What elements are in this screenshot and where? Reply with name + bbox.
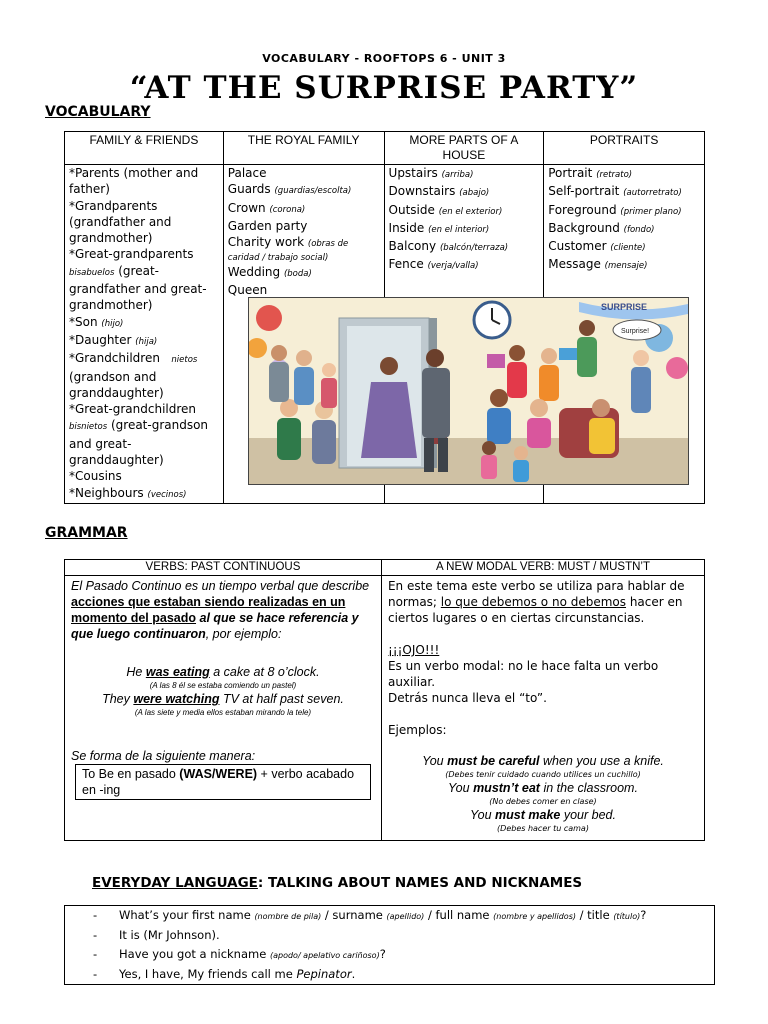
pc-example-1: He was eating a cake at 8 o’clock. — [126, 665, 320, 679]
page-title: “AT THE SURPRISE PARTY” — [129, 70, 639, 106]
pc-formula-box: To Be en pasado (WAS/WERE) + verbo acabado en -ing — [75, 764, 371, 800]
pc-intro: El Pasado Continuo es un tiempo verbal que describe acciones que estaban siendo realizadas en un momento del pasado al que se hace referencia y que luego continuaron, por ejemplo: — [71, 579, 370, 641]
party-scene — [249, 298, 688, 484]
phrase-answer: - It is (Mr Johnson). — [93, 927, 220, 942]
must-example-2-translation: (No debes comer en clase) — [489, 797, 597, 806]
must-ojo: ¡¡¡OJO!!! — [387, 643, 440, 657]
everyday-heading: EVERYDAY LANGUAGE: TALKING ABOUT NAMES AND NICKNAMES — [92, 875, 583, 891]
must-intro: En este tema este verbo se utiliza para hablar de normas; lo que debemos o no debemos hacer en ciertos lugares o en ciertas circunstancias. — [387, 579, 685, 625]
family-column: *Parents (mother and father) *Grandparents (grandfather and grandmother) *Great-grandparents bisabuelos (great- grandfather and great- grandmother) *Son (hijo) *Daughter (hija) *Grandchildren nietos (grandson and granddaughter) *Great-grandchildren bisnietos (great-grandson and great- granddaughter) *Cousins *Neighbours (vecinos) — [65, 165, 224, 504]
grammar-heading: GRAMMAR — [45, 525, 128, 541]
surprise-banner: SURPRISE — [601, 302, 648, 312]
must-example-1-translation: (Debes tenir cuidado cuando utilices un cuchillo) — [445, 770, 641, 779]
phrase-nickname-answer: - Yes, I have, My friends call me Pepinator. — [93, 966, 356, 981]
must-example-3-translation: (Debes hacer tu cama) — [497, 824, 589, 833]
must-example-2: You mustn’t eat in the classroom. — [448, 781, 638, 795]
pc-example-2: They were watching TV at half past seven. — [102, 692, 344, 706]
phrase-names: - What’s your first name (nombre de pila) / surname (apellido) / full name (nombre y apellidos) / title (título)? — [93, 908, 647, 922]
royal-column: Palace Guards (guardias/escolta) Crown (corona) Garden party Charity work (obras de caridad / trabajo social) Wedding (boda) Queen — [223, 165, 384, 504]
everyday-phrases — [64, 905, 715, 985]
must-cell — [381, 576, 704, 841]
surprise-speech-bubble: Surprise! — [621, 328, 650, 335]
col-header-portraits: PORTRAITS — [544, 132, 705, 165]
must-note-2: Detrás nunca lleva el “to”. — [387, 691, 547, 705]
grammar-col-header-past-continuous: VERBS: PAST CONTINUOUS — [65, 560, 382, 576]
must-note-1: Es un verbo modal: no le hace falta un verbo auxiliar. — [387, 659, 659, 689]
must-example-3: You must make your bed. — [470, 808, 616, 822]
unit-subtitle: VOCABULARY - ROOFTOPS 6 - UNIT 3 — [262, 52, 506, 65]
grammar-table — [64, 559, 705, 841]
must-example-1: You must be careful when you use a knife. — [422, 754, 664, 768]
pc-example-2-translation: (A las siete y media ellos estaban mirando la tele) — [134, 708, 312, 717]
grammar-col-header-must: A NEW MODAL VERB: MUST / MUSTN’T — [381, 560, 704, 576]
phrase-nickname-question: - Have you got a nickname (apodo/ apelativo cariñoso)? — [93, 947, 386, 961]
portraits-column: Portrait (retrato) Self-portrait (autorretrato) Foreground (primer plano) Background (fondo) Customer (cliente) Message (mensaje) — [544, 165, 705, 504]
past-continuous-cell — [65, 576, 382, 841]
house-column: Upstairs (arriba) Downstairs (abajo) Outside (en el exterior) Inside (en el interior) Balcony (balcón/terraza) Fence (verja/valla) — [384, 165, 544, 504]
must-examples-label: Ejemplos: — [387, 723, 447, 737]
pc-form-label: Se forma de la siguiente manera: — [71, 749, 256, 763]
vocabulary-heading: VOCABULARY — [45, 104, 151, 120]
col-header-house: MORE PARTS OF A HOUSE — [384, 132, 544, 165]
party-illustration — [248, 297, 689, 485]
pc-example-1-translation: (A las 8 él se estaba comiendo un pastel) — [149, 681, 297, 690]
col-header-royal: THE ROYAL FAMILY — [223, 132, 384, 165]
col-header-family: FAMILY & FRIENDS — [65, 132, 224, 165]
